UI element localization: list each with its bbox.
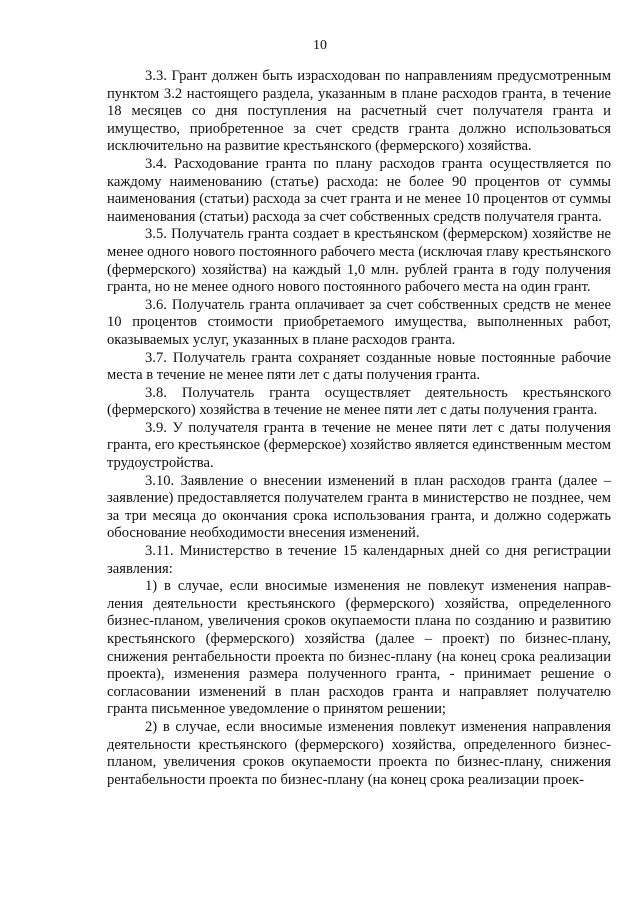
paragraph-3-3: 3.3. Грант должен быть израсходован по направлениям предусмотренным пунктом 3.2 настоящего раздела, указанным в плане расходов гранта, в течение 18 месяцев со дня поступления на расчетный счет получателя гранта и имущество, приобретенное за счет средств гранта должно использоваться исключительно на развитие крестьянского (фермерского) хозяйства. xyxy=(107,68,611,155)
list-item-1: 1) в случае, если вносимые изменения не повлекут изменения направления деятельности крестьянского (фермерского) хозяйства, определенного бизнес-планом, увеличения сроков окупаемости плана по созданию и развитию крестьянского (фермерского) хозяйства (далее – проект) по бизнес-плану, снижения рентабельности проекта по бизнес-плану (на конец срока реализации проекта), изменения размера полученного гранта, - принимает решение о согласовании изменений в план расходов гранта и направляет получателю гранта письменное уведомление о принятом решении; xyxy=(107,578,611,718)
paragraph-3-8: 3.8. Получатель гранта осуществляет деятельность крестьянского (фермерского) хозяйства в течение не менее пяти лет с даты получения гранта. xyxy=(107,384,611,419)
paragraph-3-7: 3.7. Получатель гранта сохраняет созданные новые постоянные рабочие места в течение не менее пяти лет с даты получения гранта. xyxy=(107,349,611,384)
paragraph-3-10: 3.10. Заявление о внесении изменений в план расходов гранта (далее – заявление) предоставляется получателем гранта в министерство не позднее, чем за три месяца до окончания срока использования гранта, и должно содержать обоснование необходимости внесения изменений. xyxy=(107,472,611,542)
page-number: 10 xyxy=(313,38,327,53)
paragraph-3-11: 3.11. Министерство в течение 15 календарных дней со дня регистрации заявления: xyxy=(107,543,611,577)
list-item-2: 2) в случае, если вносимые изменения повлекут изменения направления деятельности крестьянского (фермерского) хозяйства, определенного бизнес-планом, увеличения сроков окупаемости проекта по бизнес-плану, снижения рентабельности проекта по бизнес-плану (на конец срока реализации проек- xyxy=(107,718,611,788)
paragraph-3-4: 3.4. Расходование гранта по плану расходов гранта осуществляется по каждому наименованию (статье) расхода: не более 90 процентов от суммы наименования (статьи) расхода за счет гранта и не менее 10 процентов от суммы наименования (статьи) расхода за счет собственных средств получателя гранта. xyxy=(107,155,611,225)
paragraph-3-9: 3.9. У получателя гранта в течение не менее пяти лет с даты получения гранта, его крестьянское (фермерское) хозяйство является единственным местом трудоустройства. xyxy=(107,419,611,472)
document-body xyxy=(107,68,611,789)
paragraph-3-5: 3.5. Получатель гранта создает в крестьянском (фермерском) хозяйстве не менее одного нового постоянного рабочего места (исключая главу крестьянского (фермерского) хозяйства) на каждый 1,0 млн. рублей гранта в году получения гранта, но не менее одного нового постоянного рабочего места на один грант. xyxy=(107,226,611,296)
paragraph-3-6: 3.6. Получатель гранта оплачивает за счет собственных средств не менее 10 процентов стоимости приобретаемого имущества, выполненных работ, оказываемых услуг, указанных в плане расходов гранта. xyxy=(107,296,611,348)
